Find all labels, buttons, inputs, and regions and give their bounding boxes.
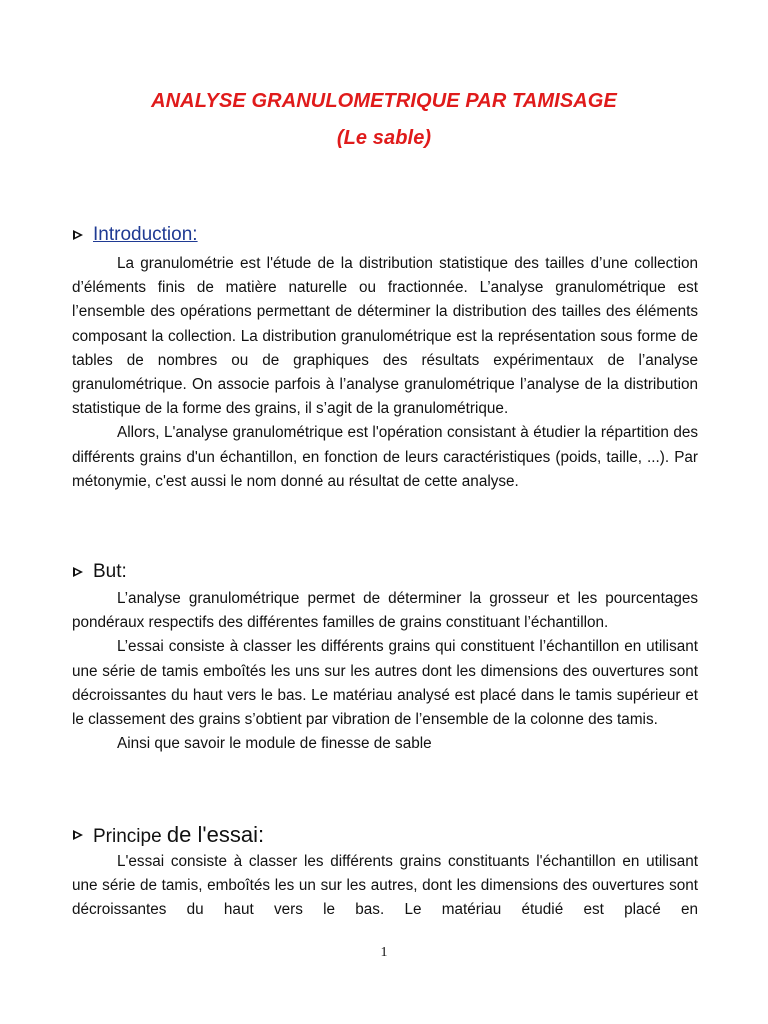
section-heading-principe bbox=[72, 822, 264, 848]
paragraph: Ainsi que savoir le module de finesse de sable bbox=[117, 735, 432, 753]
section-heading-label: Introduction: bbox=[93, 224, 198, 245]
section-heading-introduction bbox=[72, 224, 198, 246]
document-title: ANALYSE GRANULOMETRIQUE PAR TAMISAGE bbox=[151, 90, 617, 112]
arrow-bullet-icon bbox=[72, 229, 84, 241]
section-body-principe bbox=[72, 850, 698, 923]
document-subtitle: (Le sable) bbox=[336, 127, 432, 149]
section-heading-label: But: bbox=[93, 561, 127, 582]
heading-part: Principe bbox=[93, 826, 167, 847]
section-heading-label bbox=[93, 822, 264, 848]
arrow-bullet-icon bbox=[72, 566, 84, 578]
section-heading-but bbox=[72, 561, 127, 583]
paragraph: L'essai consiste à classer les différents grains constituants l'échantillon en utilisant une série de tamis, emboîtés les un sur les autres, dont les dimensions des ouvertures sont décroissantes du haut vers le bas. Le matériau étudié est placé en bbox=[72, 853, 698, 919]
arrow-bullet-icon bbox=[72, 829, 84, 841]
paragraph: L’analyse granulométrique permet de déterminer la grosseur et les pourcentages pondéraux respectifs des différentes familles de grains constituant l’échantillon. bbox=[72, 590, 698, 632]
paragraph: L’essai consiste à classer les différents grains qui constituent l’échantillon en utilisant une série de tamis emboîtés les uns sur les autres dont les dimensions des ouvertures sont décroissantes du haut vers le bas. Le matériau analysé est placé dans le tamis supérieur et le classement des grains s’obtient par vibration de l’ensemble de la colonne des tamis. bbox=[72, 638, 698, 729]
paragraph: Allors, L'analyse granulométrique est l'opération consistant à étudier la répartition des différents grains d'un échantillon, en fonction de leurs caractéristiques (poids, taille, ...). Par métonymie, c'est aussi le nom donné au résultat de cette analyse. bbox=[72, 424, 698, 490]
page-number: 1 bbox=[380, 945, 388, 960]
heading-part: de l'essai: bbox=[166, 822, 265, 847]
section-body-but bbox=[72, 587, 698, 756]
paragraph: La granulométrie est l'étude de la distribution statistique des tailles d’une collection d’éléments finis de matière naturelle ou fractionnée. L’analyse granulométrique est l’ensemble des opérations permettant de déterminer la distribution des tailles des éléments composant la collection. La distribution granulométrique est la représentation sous forme de tables de nombres ou de graphiques des résultats expérimentaux de l’analyse granulométrique. On associe parfois à l’analyse granulométrique l’analyse de la distribution statistique de la forme des grains, il s’agit de la granulométrique. bbox=[72, 255, 698, 418]
section-body-introduction bbox=[72, 252, 698, 494]
